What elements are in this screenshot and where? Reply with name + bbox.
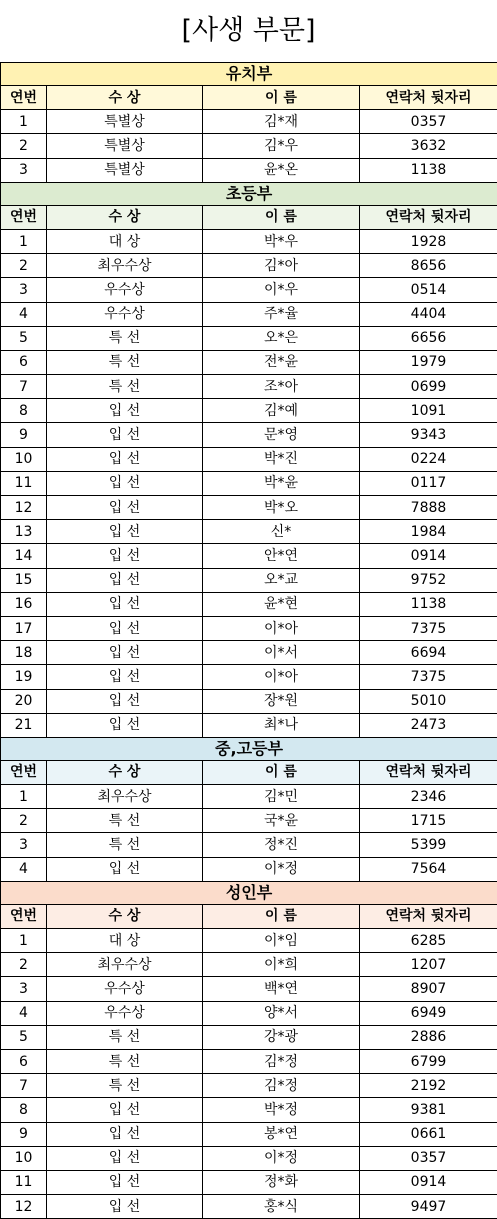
award: 입 선 (47, 471, 203, 495)
winner-name: 양*서 (203, 1001, 360, 1025)
page-title: [사생 부문] (0, 0, 497, 62)
award: 특 선 (47, 809, 203, 833)
row-number: 17 (1, 616, 47, 640)
column-header: 수 상 (47, 904, 203, 928)
table-row (1, 254, 497, 278)
column-header-row (1, 86, 497, 110)
row-number: 18 (1, 641, 47, 665)
phone-suffix: 6656 (360, 326, 497, 350)
section-title: 성인부 (1, 881, 497, 904)
column-header: 수 상 (47, 205, 203, 229)
row-number: 3 (1, 833, 47, 857)
table-row (1, 520, 497, 544)
row-number: 9 (1, 1122, 47, 1146)
winner-name: 신* (203, 520, 360, 544)
award: 우수상 (47, 278, 203, 302)
row-number: 15 (1, 568, 47, 592)
row-number: 6 (1, 1049, 47, 1073)
table-row (1, 953, 497, 977)
table-row (1, 1098, 497, 1122)
award: 특 선 (47, 1074, 203, 1098)
section-title: 초등부 (1, 182, 497, 205)
phone-suffix: 2473 (360, 713, 497, 737)
table-row (1, 665, 497, 689)
table-row (1, 399, 497, 423)
award: 특별상 (47, 110, 203, 134)
row-number: 13 (1, 520, 47, 544)
row-number: 11 (1, 471, 47, 495)
column-header: 연락처 뒷자리 (360, 205, 497, 229)
row-number: 1 (1, 229, 47, 253)
award: 입 선 (47, 1122, 203, 1146)
table-row (1, 785, 497, 809)
table-row (1, 1170, 497, 1194)
row-number: 2 (1, 134, 47, 158)
award: 입 선 (47, 544, 203, 568)
column-header: 이 름 (203, 904, 360, 928)
award: 대 상 (47, 229, 203, 253)
section-header-row (1, 881, 497, 904)
phone-suffix: 6694 (360, 641, 497, 665)
row-number: 10 (1, 447, 47, 471)
column-header: 이 름 (203, 86, 360, 110)
winner-name: 강*광 (203, 1025, 360, 1049)
phone-suffix: 1138 (360, 158, 497, 182)
table-row (1, 592, 497, 616)
winner-name: 최*나 (203, 713, 360, 737)
table-row (1, 302, 497, 326)
table-row (1, 447, 497, 471)
phone-suffix: 0514 (360, 278, 497, 302)
table-row (1, 1025, 497, 1049)
award: 입 선 (47, 616, 203, 640)
award: 입 선 (47, 496, 203, 520)
row-number: 16 (1, 592, 47, 616)
phone-suffix: 0357 (360, 1146, 497, 1170)
column-header-row (1, 760, 497, 784)
phone-suffix: 0117 (360, 471, 497, 495)
phone-suffix: 1979 (360, 350, 497, 374)
table-row (1, 833, 497, 857)
phone-suffix: 1984 (360, 520, 497, 544)
winner-name: 안*연 (203, 544, 360, 568)
winner-name: 박*윤 (203, 471, 360, 495)
winner-name: 김*우 (203, 134, 360, 158)
results-table-body (1, 63, 497, 1219)
column-header: 이 름 (203, 205, 360, 229)
table-row (1, 1074, 497, 1098)
winner-name: 윤*현 (203, 592, 360, 616)
phone-suffix: 6285 (360, 929, 497, 953)
table-row (1, 641, 497, 665)
phone-suffix: 6949 (360, 1001, 497, 1025)
table-row (1, 857, 497, 881)
row-number: 6 (1, 350, 47, 374)
row-number: 3 (1, 977, 47, 1001)
award: 입 선 (47, 1146, 203, 1170)
table-row (1, 1049, 497, 1073)
phone-suffix: 6799 (360, 1049, 497, 1073)
award: 입 선 (47, 1098, 203, 1122)
winner-name: 이*서 (203, 641, 360, 665)
award: 특별상 (47, 134, 203, 158)
row-number: 21 (1, 713, 47, 737)
table-row (1, 134, 497, 158)
winner-name: 김*민 (203, 785, 360, 809)
winner-name: 박*우 (203, 229, 360, 253)
phone-suffix: 5010 (360, 689, 497, 713)
award: 입 선 (47, 423, 203, 447)
row-number: 5 (1, 326, 47, 350)
winner-name: 정*화 (203, 1170, 360, 1194)
winner-name: 이*희 (203, 953, 360, 977)
winner-name: 김*아 (203, 254, 360, 278)
award: 최우수상 (47, 254, 203, 278)
award: 우수상 (47, 977, 203, 1001)
winner-name: 박*정 (203, 1098, 360, 1122)
table-row (1, 544, 497, 568)
table-row (1, 616, 497, 640)
phone-suffix: 1715 (360, 809, 497, 833)
winner-name: 장*원 (203, 689, 360, 713)
phone-suffix: 1138 (360, 592, 497, 616)
award: 입 선 (47, 1170, 203, 1194)
phone-suffix: 9343 (360, 423, 497, 447)
winner-name: 전*윤 (203, 350, 360, 374)
winner-name: 이*우 (203, 278, 360, 302)
winner-name: 문*영 (203, 423, 360, 447)
column-header: 이 름 (203, 760, 360, 784)
table-row (1, 350, 497, 374)
phone-suffix: 1207 (360, 953, 497, 977)
row-number: 12 (1, 1195, 47, 1219)
column-header: 연번 (1, 904, 47, 928)
table-row (1, 471, 497, 495)
phone-suffix: 7564 (360, 857, 497, 881)
table-row (1, 375, 497, 399)
table-row (1, 1122, 497, 1146)
phone-suffix: 9381 (360, 1098, 497, 1122)
phone-suffix: 3632 (360, 134, 497, 158)
table-row (1, 423, 497, 447)
winner-name: 조*아 (203, 375, 360, 399)
award: 입 선 (47, 665, 203, 689)
table-row (1, 689, 497, 713)
row-number: 10 (1, 1146, 47, 1170)
row-number: 1 (1, 785, 47, 809)
row-number: 8 (1, 399, 47, 423)
row-number: 1 (1, 929, 47, 953)
table-row (1, 809, 497, 833)
table-row (1, 929, 497, 953)
phone-suffix: 9497 (360, 1195, 497, 1219)
row-number: 14 (1, 544, 47, 568)
award: 입 선 (47, 592, 203, 616)
phone-suffix: 1091 (360, 399, 497, 423)
column-header-row (1, 205, 497, 229)
row-number: 11 (1, 1170, 47, 1194)
winner-name: 김*정 (203, 1074, 360, 1098)
column-header: 연락처 뒷자리 (360, 760, 497, 784)
section-title: 유치부 (1, 63, 497, 86)
phone-suffix: 0914 (360, 544, 497, 568)
row-number: 2 (1, 809, 47, 833)
table-row (1, 713, 497, 737)
row-number: 12 (1, 496, 47, 520)
winner-name: 국*윤 (203, 809, 360, 833)
phone-suffix: 0661 (360, 1122, 497, 1146)
award: 특 선 (47, 326, 203, 350)
award: 우수상 (47, 1001, 203, 1025)
table-row (1, 326, 497, 350)
phone-suffix: 2192 (360, 1074, 497, 1098)
column-header: 연번 (1, 205, 47, 229)
table-row (1, 110, 497, 134)
award: 우수상 (47, 302, 203, 326)
row-number: 7 (1, 375, 47, 399)
award: 최우수상 (47, 785, 203, 809)
row-number: 1 (1, 110, 47, 134)
award: 입 선 (47, 857, 203, 881)
winner-name: 홍*식 (203, 1195, 360, 1219)
table-row (1, 977, 497, 1001)
winner-name: 김*정 (203, 1049, 360, 1073)
phone-suffix: 0357 (360, 110, 497, 134)
table-row (1, 496, 497, 520)
phone-suffix: 7375 (360, 616, 497, 640)
column-header: 수 상 (47, 86, 203, 110)
award: 입 선 (47, 713, 203, 737)
table-row (1, 1146, 497, 1170)
phone-suffix: 7375 (360, 665, 497, 689)
phone-suffix: 2886 (360, 1025, 497, 1049)
award: 입 선 (47, 447, 203, 471)
award: 특 선 (47, 1049, 203, 1073)
winner-name: 백*연 (203, 977, 360, 1001)
row-number: 4 (1, 1001, 47, 1025)
column-header-row (1, 904, 497, 928)
table-row (1, 229, 497, 253)
award: 입 선 (47, 520, 203, 544)
winner-name: 김*예 (203, 399, 360, 423)
winner-name: 윤*온 (203, 158, 360, 182)
table-row (1, 158, 497, 182)
column-header: 수 상 (47, 760, 203, 784)
column-header: 연번 (1, 86, 47, 110)
winner-name: 정*진 (203, 833, 360, 857)
award: 입 선 (47, 399, 203, 423)
phone-suffix: 4404 (360, 302, 497, 326)
award: 입 선 (47, 568, 203, 592)
row-number: 8 (1, 1098, 47, 1122)
winner-name: 이*정 (203, 857, 360, 881)
section-header-row (1, 182, 497, 205)
award: 대 상 (47, 929, 203, 953)
phone-suffix: 0914 (360, 1170, 497, 1194)
row-number: 3 (1, 278, 47, 302)
winner-name: 이*정 (203, 1146, 360, 1170)
phone-suffix: 2346 (360, 785, 497, 809)
winner-name: 이*임 (203, 929, 360, 953)
row-number: 4 (1, 857, 47, 881)
phone-suffix: 0224 (360, 447, 497, 471)
row-number: 3 (1, 158, 47, 182)
winner-name: 김*재 (203, 110, 360, 134)
phone-suffix: 8656 (360, 254, 497, 278)
row-number: 20 (1, 689, 47, 713)
winner-name: 주*율 (203, 302, 360, 326)
award: 입 선 (47, 641, 203, 665)
row-number: 7 (1, 1074, 47, 1098)
winner-name: 오*교 (203, 568, 360, 592)
table-row (1, 278, 497, 302)
row-number: 9 (1, 423, 47, 447)
section-header-row (1, 63, 497, 86)
winner-name: 이*아 (203, 665, 360, 689)
winner-name: 이*아 (203, 616, 360, 640)
award: 최우수상 (47, 953, 203, 977)
results-table (0, 62, 497, 1219)
column-header: 연락처 뒷자리 (360, 86, 497, 110)
phone-suffix: 7888 (360, 496, 497, 520)
winner-name: 봉*연 (203, 1122, 360, 1146)
row-number: 19 (1, 665, 47, 689)
award: 특별상 (47, 158, 203, 182)
award: 입 선 (47, 1195, 203, 1219)
phone-suffix: 1928 (360, 229, 497, 253)
row-number: 2 (1, 953, 47, 977)
winner-name: 오*은 (203, 326, 360, 350)
row-number: 2 (1, 254, 47, 278)
table-row (1, 568, 497, 592)
column-header: 연락처 뒷자리 (360, 904, 497, 928)
award: 특 선 (47, 833, 203, 857)
award: 특 선 (47, 1025, 203, 1049)
phone-suffix: 5399 (360, 833, 497, 857)
winner-name: 박*오 (203, 496, 360, 520)
row-number: 5 (1, 1025, 47, 1049)
phone-suffix: 8907 (360, 977, 497, 1001)
section-header-row (1, 737, 497, 760)
column-header: 연번 (1, 760, 47, 784)
section-title: 중,고등부 (1, 737, 497, 760)
award: 입 선 (47, 689, 203, 713)
table-row (1, 1001, 497, 1025)
row-number: 4 (1, 302, 47, 326)
award: 특 선 (47, 375, 203, 399)
phone-suffix: 9752 (360, 568, 497, 592)
winner-name: 박*진 (203, 447, 360, 471)
table-row (1, 1195, 497, 1219)
award: 특 선 (47, 350, 203, 374)
phone-suffix: 0699 (360, 375, 497, 399)
